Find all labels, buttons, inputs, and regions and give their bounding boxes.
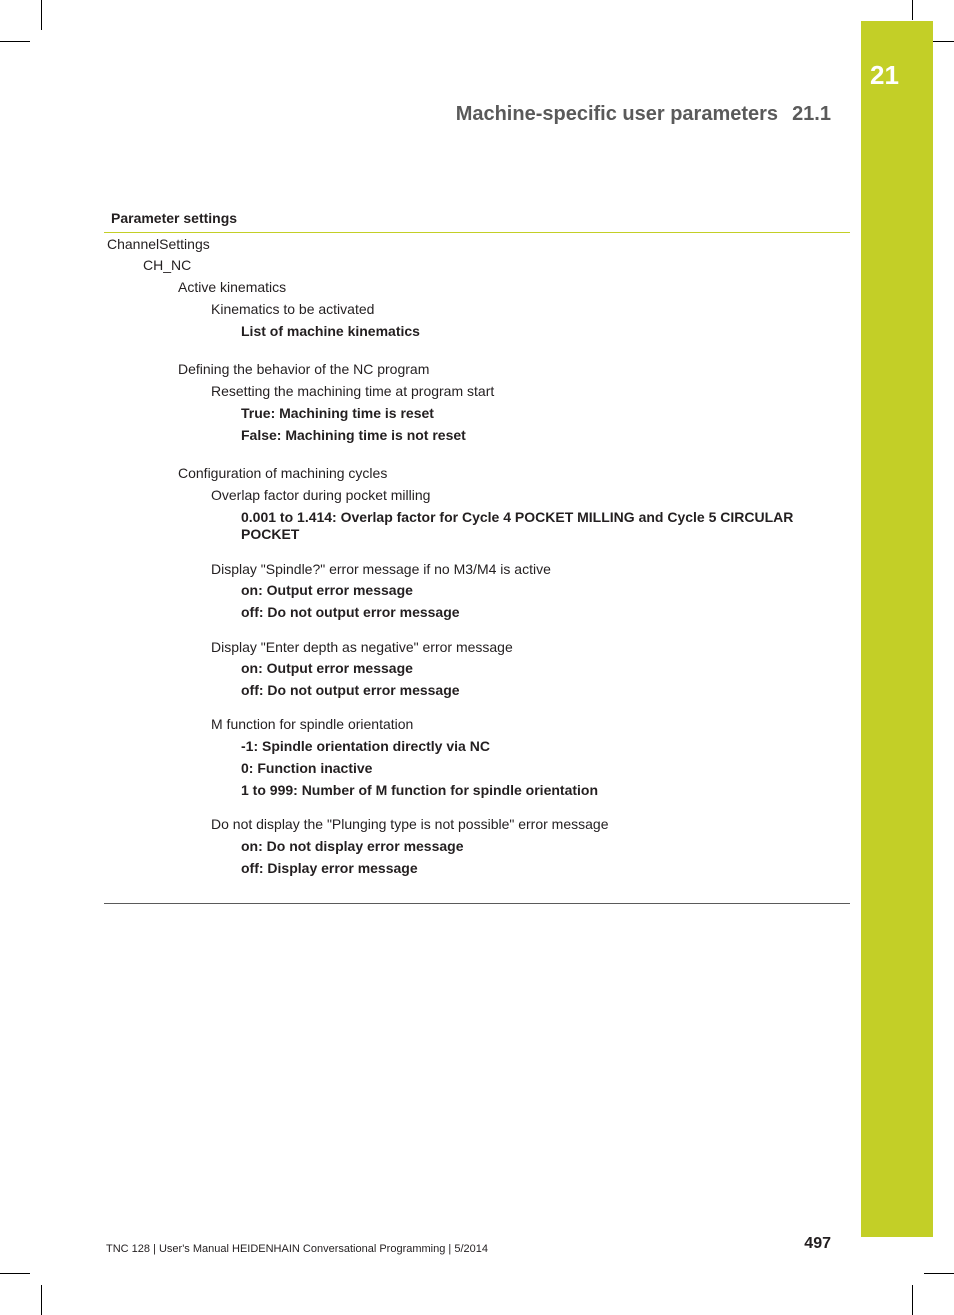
- param-value: 1 to 999: Number of M function for spindle orientation: [241, 782, 599, 798]
- param-value: on: Output error message: [241, 582, 413, 598]
- param-value: List of machine kinematics: [241, 323, 420, 339]
- footer-text: TNC 128 | User's Manual HEIDENHAIN Conversational Programming | 5/2014: [106, 1243, 488, 1255]
- param-level-4: Overlap factor during pocket milling: [211, 487, 431, 503]
- crop-mark: [0, 1273, 30, 1274]
- chapter-tab: [861, 21, 933, 1237]
- param-value: off: Display error message: [241, 860, 418, 876]
- param-value: off: Do not output error message: [241, 604, 460, 620]
- param-level-3: Configuration of machining cycles: [178, 465, 388, 481]
- crop-mark: [912, 1285, 913, 1315]
- param-value: 0: Function inactive: [241, 760, 373, 776]
- crop-mark: [41, 1285, 42, 1315]
- param-level-4: Display "Spindle?" error message if no M3/M4 is active: [211, 561, 551, 577]
- crop-mark: [912, 0, 913, 20]
- header-section: 21.1: [792, 103, 831, 125]
- header-title: Machine-specific user parameters: [455, 103, 779, 125]
- crop-mark: [41, 0, 42, 30]
- param-level-4: Kinematics to be activated: [211, 301, 375, 317]
- param-level-2: CH_NC: [143, 257, 192, 273]
- param-value: off: Do not output error message: [241, 682, 460, 698]
- table-bottom-rule: [104, 903, 850, 904]
- param-value: False: Machining time is not reset: [241, 427, 466, 443]
- param-level-4: Do not display the "Plunging type is not possible" error message: [211, 816, 609, 832]
- param-level-4: Display "Enter depth as negative" error message: [211, 639, 513, 655]
- chapter-number: 21: [870, 60, 899, 90]
- crop-mark: [924, 1273, 954, 1274]
- param-level-1: ChannelSettings: [107, 236, 210, 252]
- param-value: 0.001 to 1.414: Overlap factor for Cycle 4 POCKET MILLING and Cycle 5 CIRCULAR POCKET: [241, 509, 794, 542]
- param-level-4: Resetting the machining time at program start: [211, 383, 495, 399]
- table-top-rule: [104, 232, 850, 233]
- table-title: Parameter settings: [111, 210, 238, 226]
- param-value: True: Machining time is reset: [241, 405, 434, 421]
- crop-mark: [0, 41, 30, 42]
- param-level-3: Active kinematics: [178, 279, 287, 295]
- param-value: on: Do not display error message: [241, 838, 464, 854]
- param-level-3: Defining the behavior of the NC program: [178, 361, 430, 377]
- running-header: [380, 103, 831, 126]
- param-value: -1: Spindle orientation directly via NC: [241, 738, 490, 754]
- param-level-4: M function for spindle orientation: [211, 716, 414, 732]
- page-number: 497: [804, 1235, 831, 1252]
- param-value: on: Output error message: [241, 660, 413, 676]
